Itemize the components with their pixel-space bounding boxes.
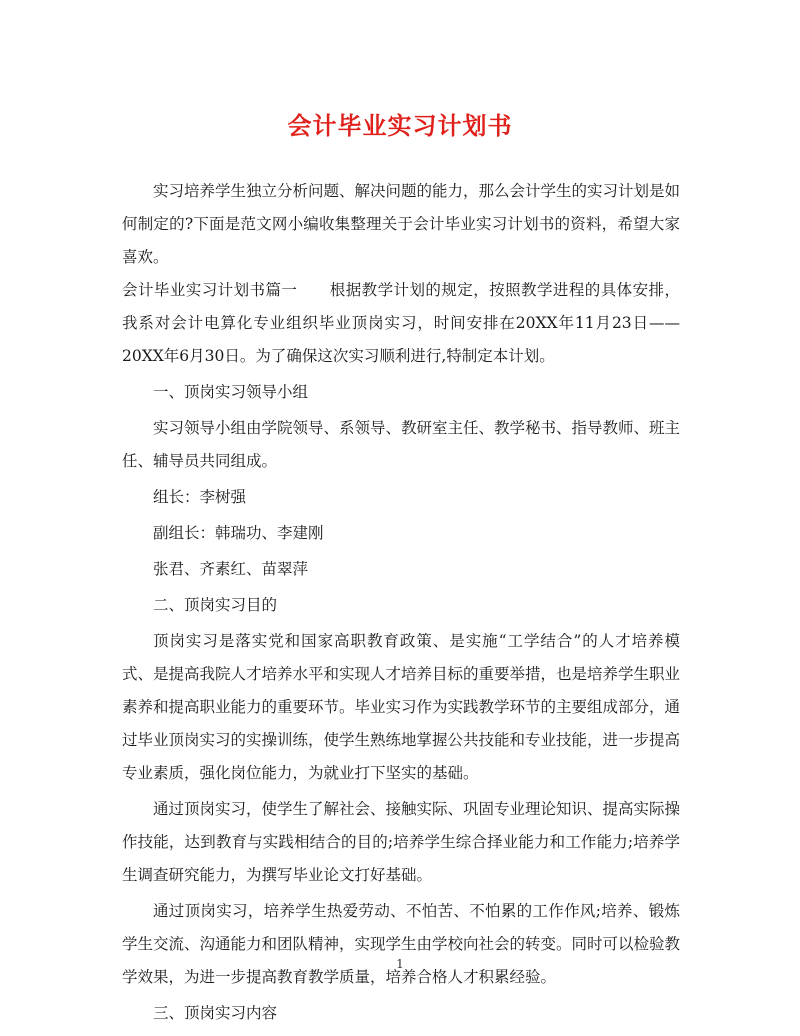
heading-leadership-group: 一、顶岗实习领导小组 bbox=[153, 383, 309, 401]
purpose-paragraph-3: 通过顶岗实习，培养学生热爱劳动、不怕苦、不怕累的工作作风;培养、锻炼学生交流、沟通能力和团队精神，实现学生由学校向社会的转变。同时可以检验教学效果，为进一步提高教育教学质量，培养合格人才积累经验。 bbox=[122, 902, 681, 986]
document-body bbox=[122, 175, 680, 1030]
heading-internship-content: 三、顶岗实习内容 bbox=[153, 1004, 278, 1022]
leader-line: 组长：李树强 bbox=[153, 488, 247, 506]
document-title: 会计毕业实习计划书 bbox=[287, 111, 513, 140]
section-intro-paragraph bbox=[122, 274, 680, 373]
vice-leader-line: 副组长：韩瑞功、李建刚 bbox=[153, 524, 324, 542]
section-label: 会计毕业实习计划书篇一 bbox=[122, 281, 298, 299]
purpose-paragraph-1: 顶岗实习是落实党和国家高职教育政策、是实施“工学结合”的人才培养模式、是提高我院人才培养水平和实现人才培养目标的重要举措，也是培养学生职业素养和提高职业能力的重要环节。毕业实习作为实践教学环节的主要组成部分，通过毕业顶岗实习的实操训练，使学生熟练地掌握公共技能和专业技能，进一步提高专业素质，强化岗位能力，为就业打下坚实的基础。 bbox=[122, 632, 681, 782]
members-line: 张君、齐素红、苗翠萍 bbox=[153, 560, 309, 578]
heading-internship-purpose: 二、顶岗实习目的 bbox=[153, 596, 278, 614]
section-intro-text: 根据教学计划的规定，按照教学进程的具体安排，我系对会计电算化专业组织毕业顶岗实习，时间安排在20XX年11月23日——20XX年6月30日。为了确保这次实习顺利进行,特制定本计划。 bbox=[122, 281, 680, 365]
intro-paragraph: 实习培养学生独立分析问题、解决问题的能力，那么会计学生的实习计划是如何制定的?下面是范文网小编收集整理关于会计毕业实习计划书的资料，希望大家喜欢。 bbox=[122, 182, 681, 266]
leadership-paragraph: 实习领导小组由学院领导、系领导、教研室主任、教学秘书、指导教师、班主任、辅导员共同组成。 bbox=[122, 419, 681, 470]
purpose-paragraph-2: 通过顶岗实习，使学生了解社会、接触实际、巩固专业理论知识、提高实际操作技能，达到教育与实践相结合的目的;培养学生综合择业能力和工作能力;培养学生调查研究能力，为撰写毕业论文打好基础。 bbox=[122, 800, 681, 884]
page-number: 1 bbox=[396, 957, 404, 971]
